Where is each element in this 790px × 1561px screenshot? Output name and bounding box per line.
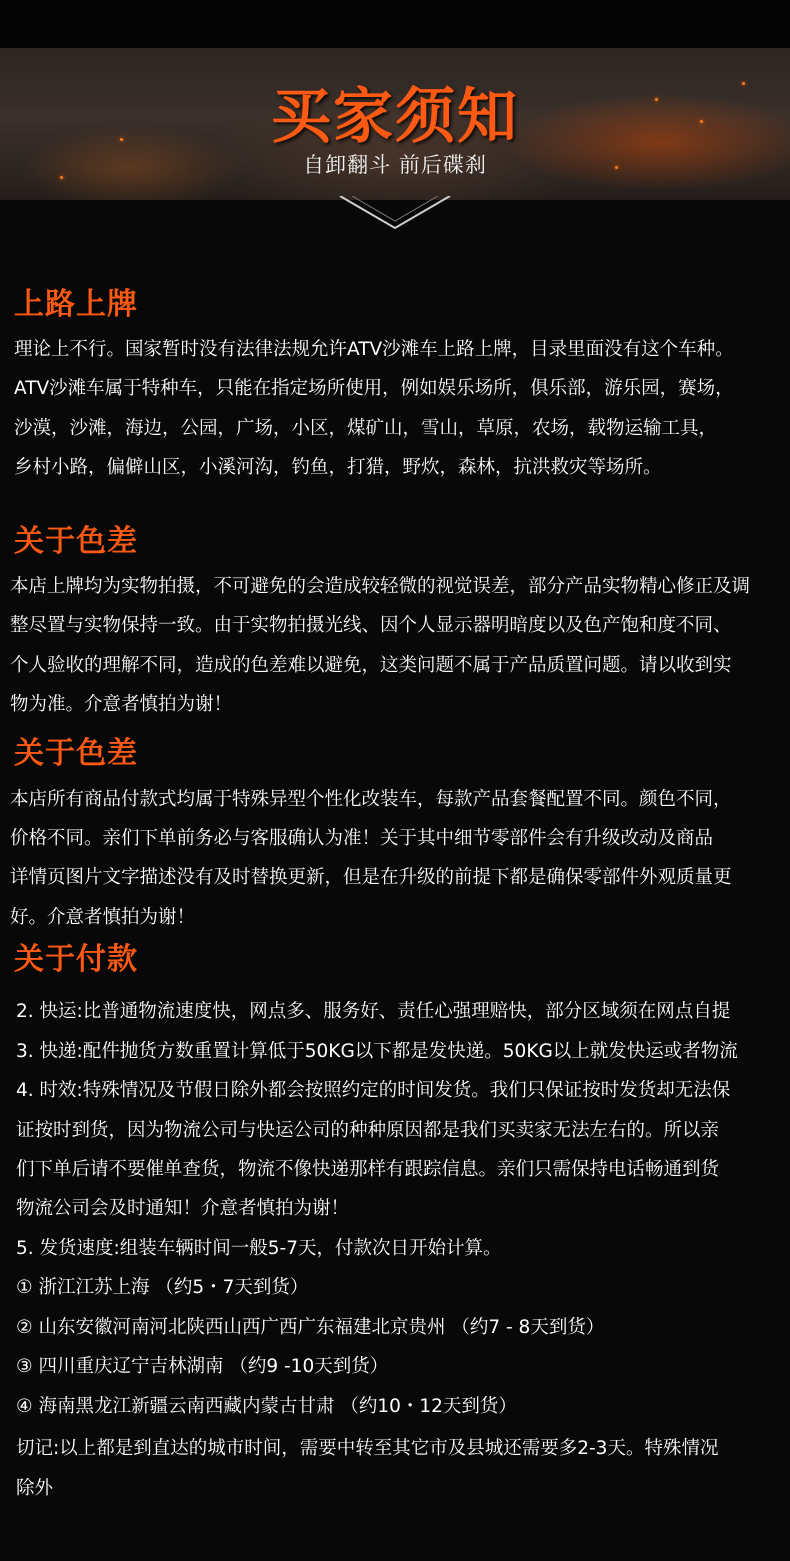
banner-subtitle: 自卸翻斗 前后碟刹 bbox=[303, 153, 487, 177]
paragraph-line: 们下单后请不要催单查货，物流不像快递那样有跟踪信息。亲们只需保持电话畅通到货 bbox=[16, 1159, 720, 1180]
banner-title: 买家须知 bbox=[271, 82, 519, 152]
paragraph-line: 本店所有商品付款式均属于特殊异型个性化改装车，每款产品套餐配置不同。颜色不同， bbox=[10, 789, 732, 810]
paragraph-line: 3. 快递:配件抛货方数重置计算低于50KG以下都是发快递。50KG以上就发快运或者物流 bbox=[16, 1041, 738, 1062]
paragraph-line: ② 山东安徽河南河北陕西山西广西广东福建北京贵州 （约7 - 8天到货） bbox=[16, 1317, 605, 1338]
section-title-payment: 关于付款 bbox=[14, 942, 138, 977]
paragraph-line: 个人验收的理解不同，造成的色差难以避免，这类问题不属于产品质置问题。请以收到实 bbox=[10, 655, 732, 676]
paragraph-line: 证按时到货，因为物流公司与快运公司的种种原因都是我们买卖家无法左右的。所以亲 bbox=[16, 1120, 720, 1141]
paragraph-line: ④ 海南黑龙江新疆云南西藏内蒙古甘肃 （约10・12天到货） bbox=[16, 1396, 517, 1417]
top-strip bbox=[0, 0, 790, 48]
paragraph-line: 2. 快运:比普通物流速度快，网点多、服务好、责任心强理赔快，部分区域须在网点自提 bbox=[16, 1001, 731, 1022]
paragraph-line: ATV沙滩车属于特种车，只能在指定场所使用，例如娱乐场所，俱乐部，游乐园，赛场， bbox=[14, 378, 734, 399]
paragraph-line: 价格不同。亲们下单前务必与客服确认为准！关于其中细节零部件会有升级改动及商品 bbox=[10, 828, 714, 849]
paragraph-line: 物为准。介意者慎拍为谢！ bbox=[10, 694, 233, 715]
section-title-color-difference-2: 关于色差 bbox=[14, 736, 138, 771]
paragraph-line: 物流公司会及时通知！介意者慎拍为谢！ bbox=[16, 1198, 350, 1219]
banner-notch-divider bbox=[0, 196, 790, 236]
paragraph-line: 好。介意者慎拍为谢！ bbox=[10, 907, 196, 928]
paragraph-line: 整尽置与实物保持一致。由于实物拍摄光线、因个人显示器明暗度以及色产饱和度不同、 bbox=[10, 615, 732, 636]
section-title-color-difference: 关于色差 bbox=[14, 524, 138, 559]
paragraph-line: 乡村小路，偏僻山区，小溪河沟，钓鱼，打猎，野炊，森林，抗洪救灾等场所。 bbox=[14, 457, 662, 478]
paragraph-line: 详情页图片文字描述没有及时替换更新，但是在升级的前提下都是确保零部件外观质量更 bbox=[10, 867, 732, 888]
paragraph-line: ① 浙江江苏上海 （约5・7天到货） bbox=[16, 1277, 309, 1298]
paragraph-line: 4. 时效:特殊情况及节假日除外都会按照约定的时间发货。我们只保证按时发货却无法保 bbox=[16, 1080, 731, 1101]
paragraph-line: 5. 发货速度:组装车辆时间一般5-7天，付款次日开始计算。 bbox=[16, 1238, 502, 1259]
section-title-road-plate: 上路上牌 bbox=[14, 287, 138, 322]
paragraph-line: 沙漠，沙滩，海边，公园，广场，小区，煤矿山，雪山，草原，农场，载物运输工具， bbox=[14, 418, 718, 439]
paragraph-line: 理论上不行。国家暂时没有法律法规允许ATV沙滩车上路上牌，目录里面没有这个车种。 bbox=[14, 339, 734, 360]
paragraph-line: 切记:以上都是到直达的城市时间，需要中转至其它市及县城还需要多2-3天。特殊情况 bbox=[16, 1438, 719, 1459]
paragraph-line: 除外 bbox=[16, 1478, 54, 1499]
paragraph-line: 本店上牌均为实物拍摄，不可避免的会造成较轻微的视觉误差，部分产品实物精心修正及调 bbox=[10, 576, 751, 597]
paragraph-line: ③ 四川重庆辽宁吉林湖南 （约9 -10天到货） bbox=[16, 1356, 389, 1377]
header-banner bbox=[0, 48, 790, 200]
